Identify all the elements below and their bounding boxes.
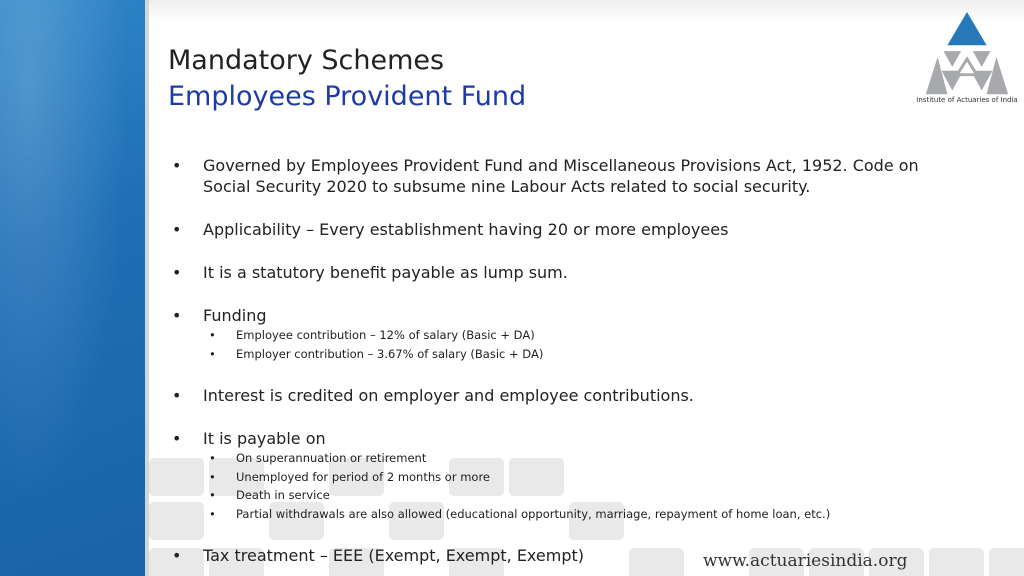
slide-subtitle: Employees Provident Fund (168, 81, 527, 112)
sub-bullet-item: • Death in service (170, 486, 950, 505)
bullet-item: • Funding (170, 305, 950, 326)
bullet-item: • Tax treatment – EEE (Exempt, Exempt, Exempt) (170, 545, 950, 566)
sub-bullet-item: • Employee contribution – 12% of salary (Basic + DA) (170, 326, 950, 345)
left-decorative-band (0, 0, 145, 576)
bullet-list (170, 155, 950, 566)
sub-bullet-item: • Employer contribution – 3.67% of salary (Basic + DA) (170, 345, 950, 364)
sub-bullet-item: • Partial withdrawals are also allowed (educational opportunity, marriage, repayment of home loan, etc.) (170, 505, 950, 524)
top-shade (149, 0, 1024, 22)
slide-title: Mandatory Schemes (168, 45, 445, 76)
bullet-item: • It is payable on (170, 428, 950, 449)
bullet-item: • Applicability – Every establishment having 20 or more employees (170, 219, 950, 240)
bullet-item: • Interest is credited on employer and employee contributions. (170, 385, 950, 406)
bullet-item: • Governed by Employees Provident Fund and Miscellaneous Provisions Act, 1952. Code on Social Security 2020 to subsume nine Labour Acts related to social security. (170, 155, 950, 197)
sub-bullet-item: • On superannuation or retirement (170, 449, 950, 468)
iai-logo-icon (918, 10, 1016, 108)
footer-website-link[interactable]: www.actuariesindia.org (703, 551, 908, 571)
sub-bullet-item: • Unemployed for period of 2 months or more (170, 468, 950, 487)
logo-caption: Institute of Actuaries of India (916, 96, 1018, 104)
bullet-item: • It is a statutory benefit payable as lump sum. (170, 262, 950, 283)
